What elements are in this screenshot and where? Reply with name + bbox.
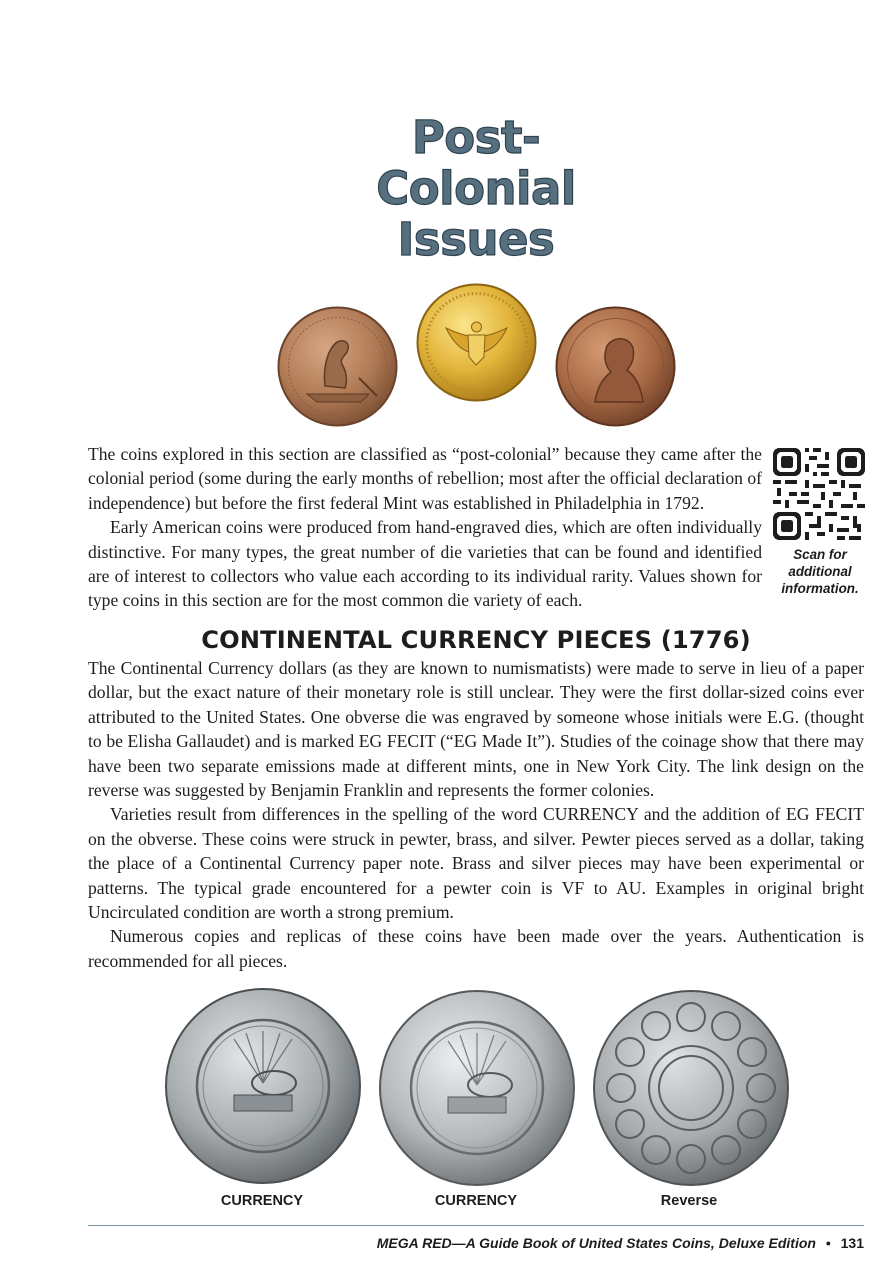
section-paragraph-3: Numerous copies and replicas of these coins have been made over the years. Authentication is recommended for all pieces.	[88, 926, 864, 971]
footer-rule	[88, 1225, 864, 1226]
intro-text	[88, 442, 762, 613]
coin-label-reverse: Reverse	[660, 1193, 718, 1209]
title-line-3: Issues	[397, 213, 555, 266]
intro-paragraph-1: The coins explored in this section are classified as “post-colonial” because they came after the colonial period (some during the early months of rebellion; most after the official declaration of independence) but before the first federal Mint was established in Philadelphia in 1792.	[88, 444, 762, 513]
title-line-2: Colonial	[376, 162, 576, 215]
page-footer	[377, 1234, 864, 1252]
coin-label-currency-2: CURRENCY	[434, 1193, 518, 1209]
section-body	[88, 656, 864, 973]
title-line-1: Post-	[411, 111, 541, 164]
continental-currency-coin-2-image	[378, 989, 576, 1187]
coin-label-currency-1: CURRENCY	[220, 1193, 304, 1209]
nova-caesarea-coin-image	[277, 306, 398, 427]
continental-currency-reverse-coin-image	[592, 989, 790, 1187]
washington-president-coin-image	[555, 306, 676, 427]
qr-code-icon[interactable]	[773, 448, 865, 540]
page-number: 131	[840, 1235, 864, 1251]
intro-paragraph-2: Early American coins were produced from hand-engraved dies, which are often individually distinctive. For many types, the great number of die varieties that can be found and identified are of interest to collectors who value each according to its individual rarity. Values shown for type coins in this section are for the most common die variety of each.	[88, 517, 762, 611]
footer-separator: •	[825, 1235, 831, 1251]
brasher-doubloon-coin-image	[416, 283, 537, 402]
continental-currency-coin-1-image	[164, 987, 362, 1185]
page-title	[0, 112, 896, 265]
footer-book-title: MEGA RED—A Guide Book of United States Coins, Deluxe Edition	[376, 1235, 816, 1251]
section-paragraph-1: The Continental Currency dollars (as they are known to numismatists) were made to serve in lieu of a paper dollar, but the exact nature of their monetary role is still unclear. They were the first dollar-sized coins ever attributed to the United States. One obverse die was engraved by someone whose initials were E.G. (thought to be Elisha Gallaudet) and is marked EG FECIT (“EG Made It”). Studies of the coinage show that there may have been two separate emissions made at different mints, one in New York City. The link design on the reverse was suggested by Benjamin Franklin and represents the former colonies.	[88, 658, 864, 801]
section-heading: CONTINENTAL CURRENCY PIECES (1776)	[201, 626, 751, 654]
section-paragraph-2: Varieties result from differences in the spelling of the word CURRENCY and the addition of EG FECIT on the obverse. These coins were struck in pewter, brass, and silver. Pewter pieces served as a dollar, taking the place of a Continental Currency paper note. Brass and silver pieces may have been experimental or patterns. The typical grade encountered for a pewter coin is VF to AU. Examples in original bright Uncirculated condition are worth a strong premium.	[88, 804, 864, 923]
qr-caption: Scan for additional information.	[781, 547, 859, 596]
